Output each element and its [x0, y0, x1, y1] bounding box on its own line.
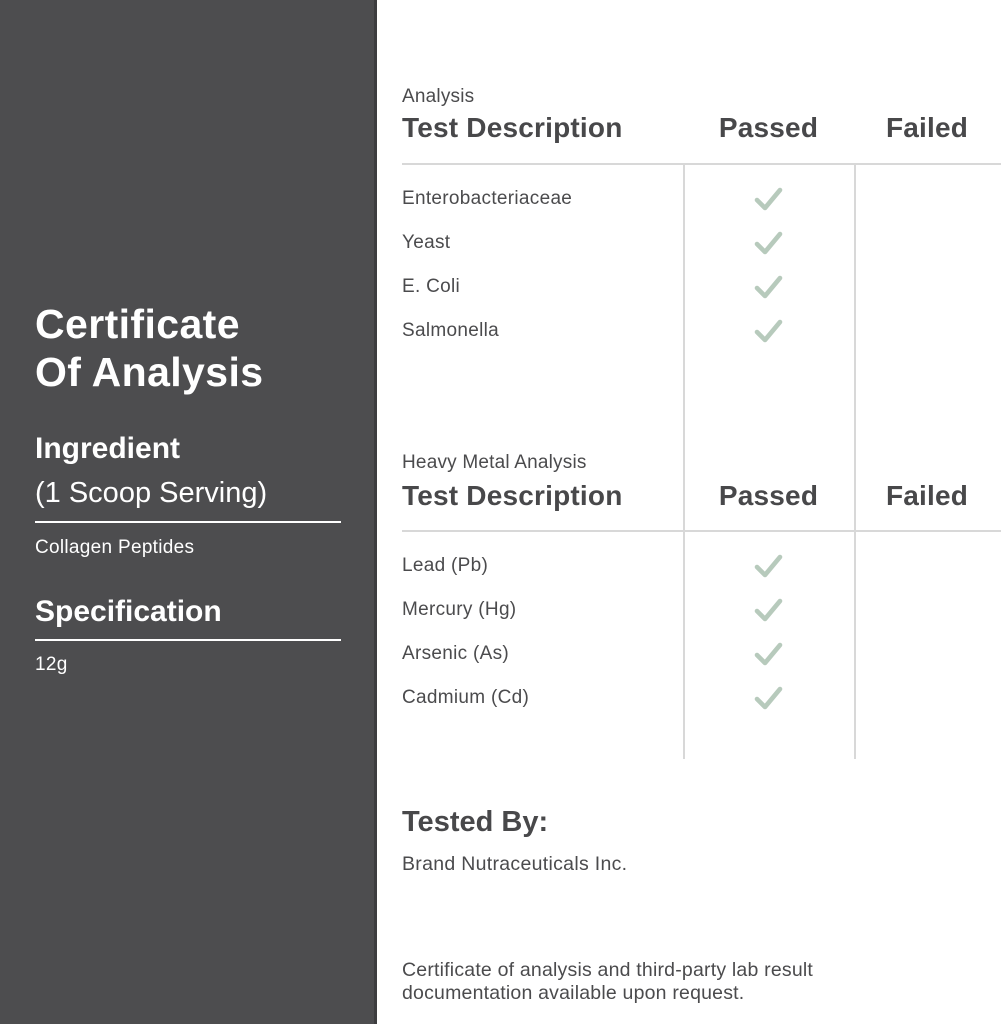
test-name: Enterobacteriaceae — [402, 188, 573, 209]
test-name: Yeast — [402, 232, 451, 253]
checkmark-icon — [753, 186, 784, 213]
failed-cell — [854, 544, 1000, 588]
checkmark-icon — [753, 230, 784, 257]
passed-cell — [683, 544, 854, 588]
footer-note: Certificate of analysis and third-party lab result documentation available upon request. — [402, 959, 814, 1004]
ingredient-value: Collagen Peptides — [35, 537, 195, 558]
table-row — [402, 265, 1000, 309]
analysis-table-header — [402, 112, 1000, 144]
failed-cell — [854, 265, 1000, 309]
checkmark-icon — [753, 685, 784, 712]
column-header-failed: Failed — [885, 112, 969, 143]
page-title-line1: Certificate — [35, 301, 240, 347]
failed-cell — [854, 309, 1000, 353]
failed-cell — [854, 588, 1000, 632]
column-header-passed: Passed — [718, 112, 819, 143]
passed-cell — [683, 588, 854, 632]
checkmark-icon — [753, 274, 784, 301]
test-name: Cadmium (Cd) — [402, 687, 530, 708]
passed-cell — [683, 632, 854, 676]
table-row — [402, 544, 1000, 588]
table-row — [402, 632, 1000, 676]
heavy-metal-section-label: Heavy Metal Analysis — [402, 452, 587, 473]
analysis-table-body — [402, 177, 1000, 353]
table-row — [402, 676, 1000, 720]
table-row — [402, 177, 1000, 221]
test-name: E. Coli — [402, 276, 461, 297]
column-header-test-description: Test Description — [402, 480, 623, 511]
checkmark-icon — [753, 641, 784, 668]
checkmark-icon — [753, 597, 784, 624]
passed-cell — [683, 265, 854, 309]
passed-cell — [683, 177, 854, 221]
column-header-passed: Passed — [718, 480, 819, 511]
checkmark-icon — [753, 318, 784, 345]
failed-cell — [854, 632, 1000, 676]
checkmark-icon — [753, 553, 784, 580]
table-row — [402, 588, 1000, 632]
page-title-line2: Of Analysis — [35, 349, 264, 395]
heavy-metal-table-header — [402, 480, 1000, 512]
specification-value: 12g — [35, 654, 68, 675]
sidebar-divider — [35, 521, 341, 523]
table-row — [402, 309, 1000, 353]
table-header-rule — [402, 163, 1001, 165]
sidebar-divider — [35, 639, 341, 641]
table-row — [402, 221, 1000, 265]
test-name: Mercury (Hg) — [402, 599, 517, 620]
failed-cell — [854, 177, 1000, 221]
passed-cell — [683, 221, 854, 265]
tested-by-value: Brand Nutraceuticals Inc. — [402, 853, 628, 875]
certificate-body — [377, 0, 1001, 1024]
test-name: Lead (Pb) — [402, 555, 489, 576]
column-header-failed: Failed — [885, 480, 969, 511]
table-header-rule — [402, 530, 1001, 532]
sidebar-panel — [0, 0, 377, 1024]
test-name: Arsenic (As) — [402, 643, 510, 664]
failed-cell — [854, 676, 1000, 720]
specification-heading: Specification — [35, 595, 222, 628]
page-title — [35, 300, 263, 396]
passed-cell — [683, 676, 854, 720]
tested-by-heading: Tested By: — [402, 806, 549, 838]
test-name: Salmonella — [402, 320, 499, 341]
ingredient-subheading: (1 Scoop Serving) — [35, 477, 268, 509]
passed-cell — [683, 309, 854, 353]
analysis-section-label: Analysis — [402, 86, 475, 107]
heavy-metal-table-body — [402, 544, 1000, 720]
column-header-test-description: Test Description — [402, 112, 623, 143]
ingredient-heading: Ingredient — [35, 432, 181, 465]
failed-cell — [854, 221, 1000, 265]
